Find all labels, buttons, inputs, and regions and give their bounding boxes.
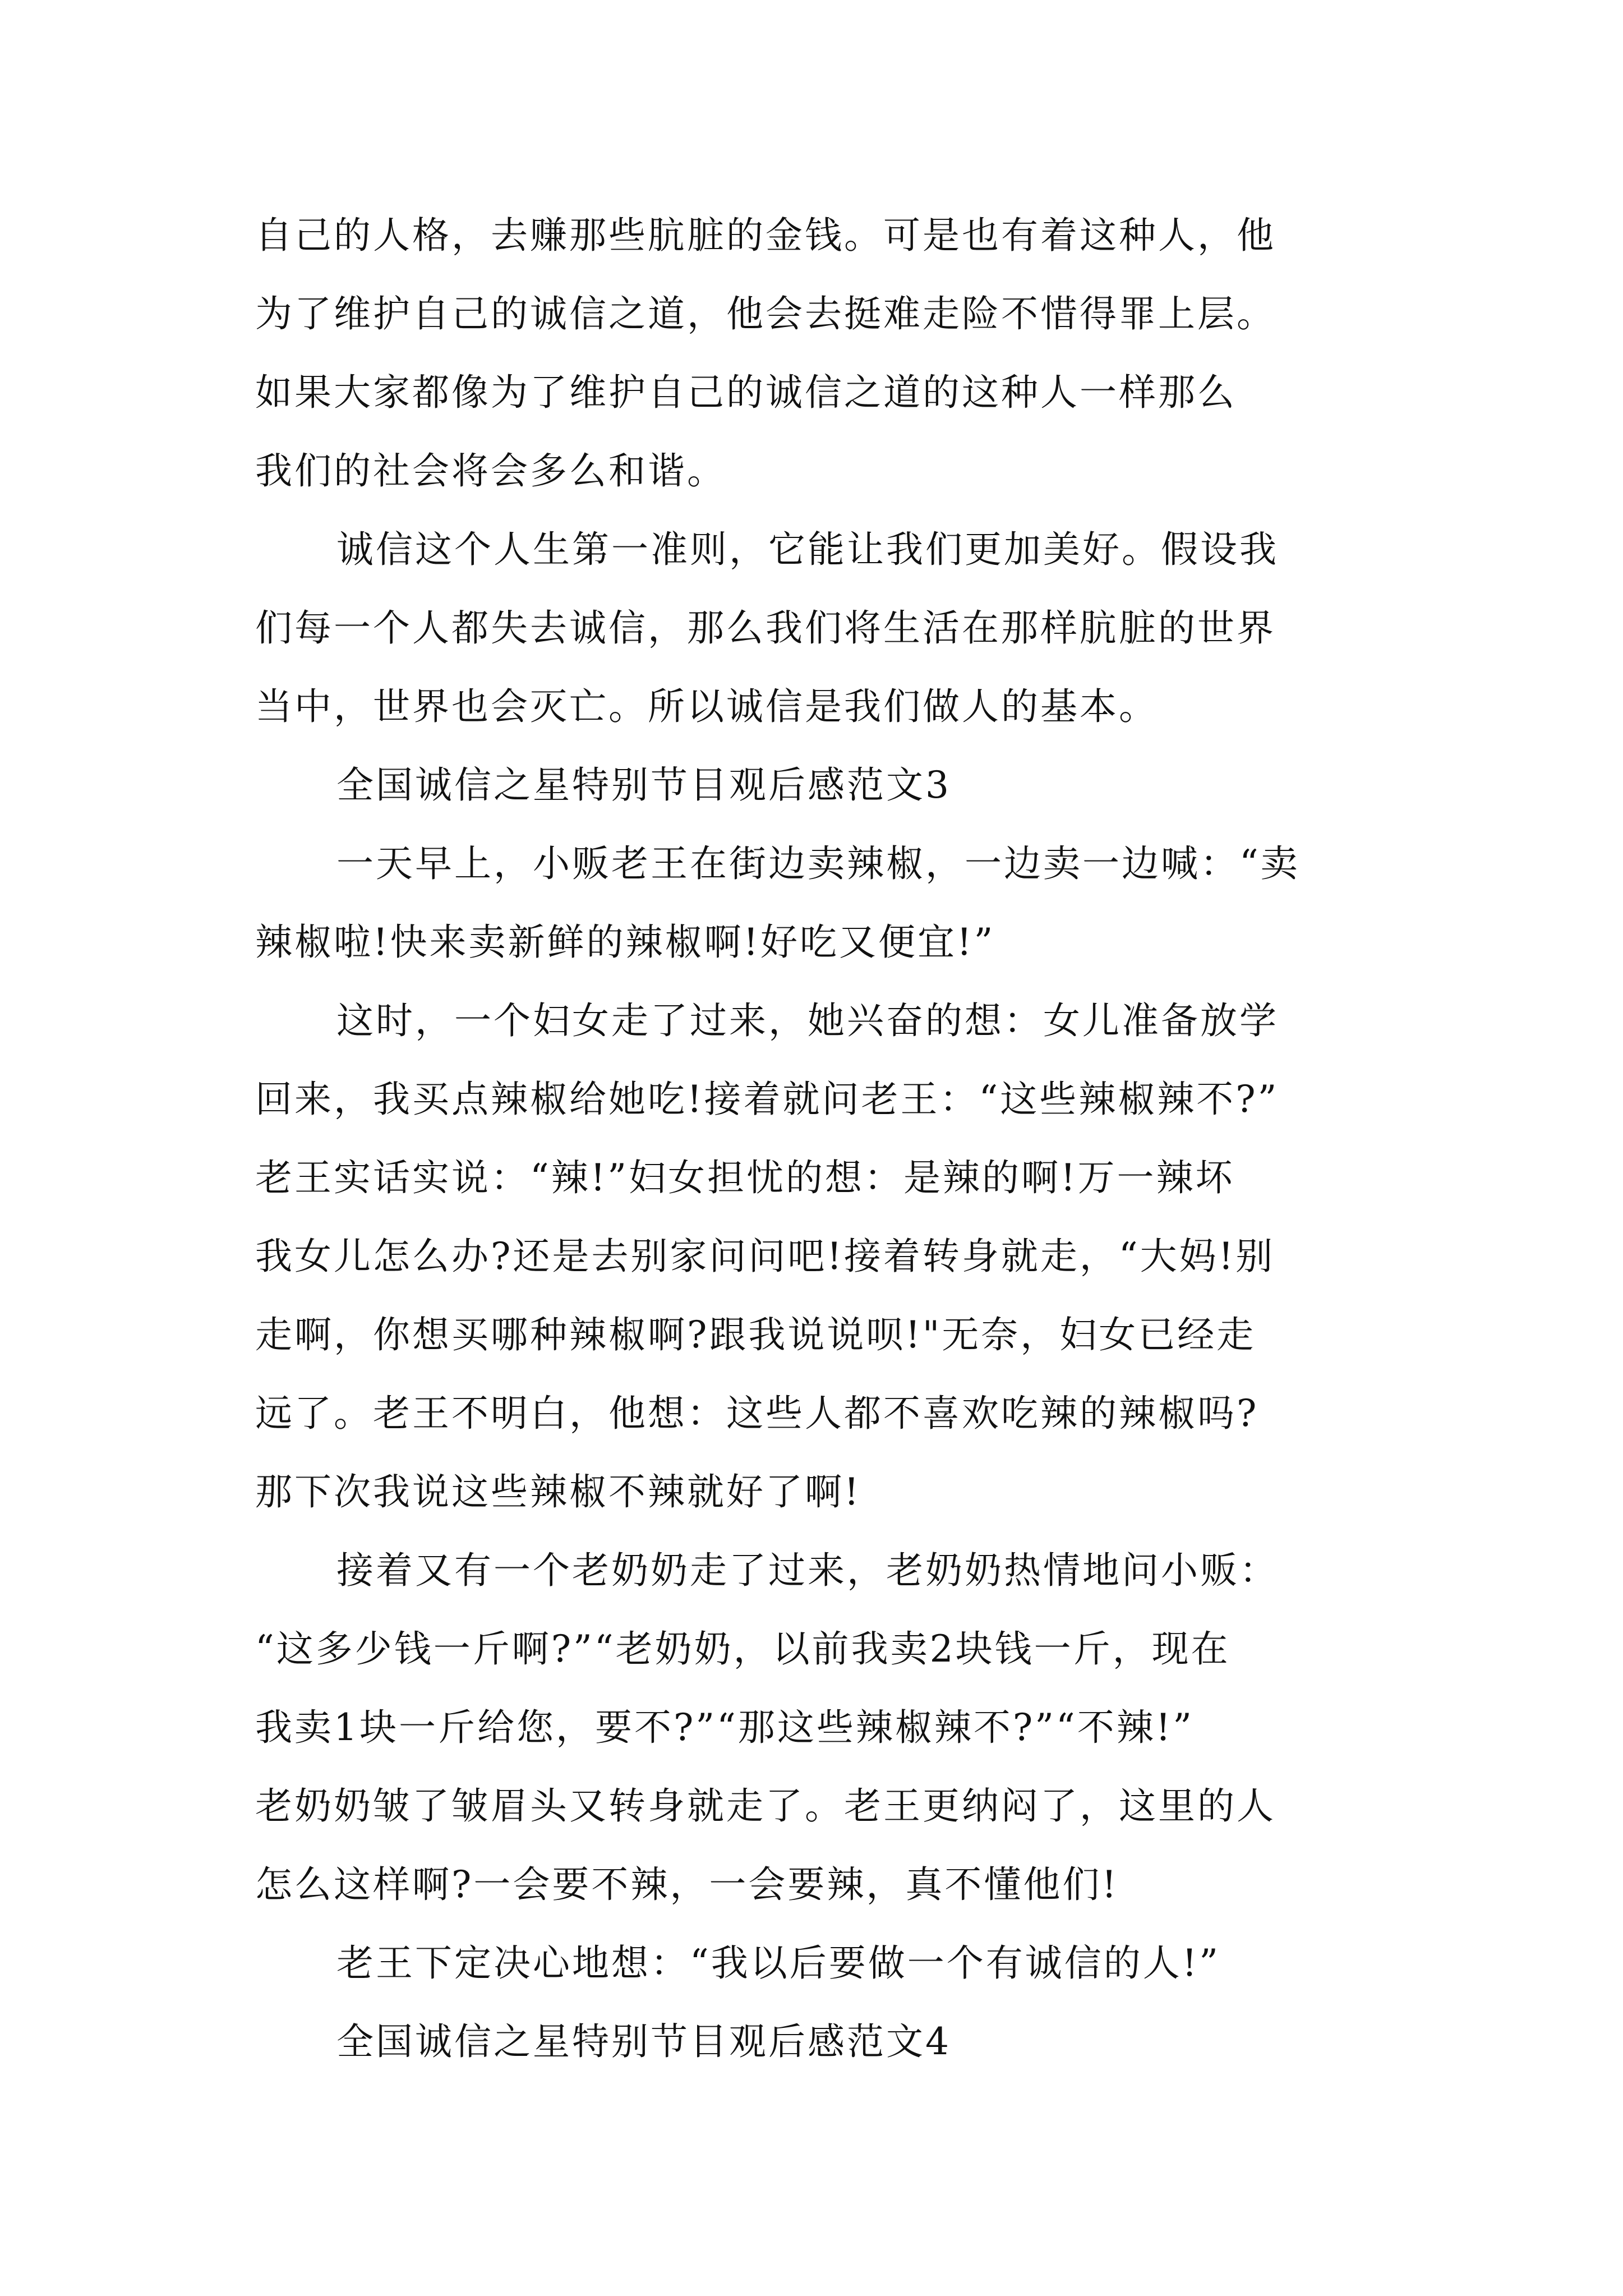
paragraph-first-line: 这时，一个妇女走了过来，她兴奋的想：女儿准备放学 <box>336 999 1279 1042</box>
paragraph-first-line: 一天早上，小贩老王在街边卖辣椒，一边卖一边喊：“卖 <box>336 842 1300 885</box>
text-line: 我女儿怎么办?还是去别家问问吧!接着转身就走，“大妈!别 <box>255 1235 1275 1278</box>
text-line: “这多少钱一斤啊?”“老奶奶，以前我卖2块钱一斤，现在 <box>255 1627 1230 1671</box>
paragraph-first-line: 诚信这个人生第一准则，它能让我们更加美好。假设我 <box>336 528 1279 571</box>
text-line: 怎么这样啊?一会要不辣，一会要辣，真不懂他们! <box>255 1863 1119 1906</box>
section-heading: 全国诚信之星特别节目观后感范文4 <box>336 2020 951 2063</box>
text-line: 我们的社会将会多么和谐。 <box>255 449 726 493</box>
text-line: 为了维护自己的诚信之道，他会去挺难走险不惜得罪上层。 <box>255 292 1276 335</box>
text-line: 远了。老王不明白，他想：这些人都不喜欢吃辣的辣椒吗? <box>255 1392 1259 1435</box>
text-line: 那下次我说这些辣椒不辣就好了啊! <box>255 1470 861 1513</box>
section-heading: 全国诚信之星特别节目观后感范文3 <box>336 763 951 807</box>
text-line: 自己的人格，去赚那些肮脏的金钱。可是也有着这种人，他 <box>255 214 1276 257</box>
text-line: 回来，我买点辣椒给她吃!接着就问老王：“这些辣椒辣不?” <box>255 1078 1279 1121</box>
text-line: 老王实话实说：“辣!”妇女担忧的想：是辣的啊!万一辣坏 <box>255 1156 1235 1199</box>
paragraph-first-line: 接着又有一个老奶奶走了过来，老奶奶热情地问小贩： <box>336 1549 1279 1592</box>
paragraph-first-line: 老王下定决心地想：“我以后要做一个有诚信的人!” <box>336 1941 1221 1985</box>
text-line: 当中，世界也会灭亡。所以诚信是我们做人的基本。 <box>255 685 1158 728</box>
text-line: 们每一个人都失去诚信，那么我们将生活在那样肮脏的世界 <box>255 606 1276 650</box>
text-line: 老奶奶皱了皱眉头又转身就走了。老王更纳闷了，这里的人 <box>255 1784 1276 1828</box>
text-line: 辣椒啦!快来卖新鲜的辣椒啊!好吃又便宜!” <box>255 921 995 964</box>
text-line: 走啊，你想买哪种辣椒啊?跟我说说呗!"无奈，妇女已经走 <box>255 1313 1256 1356</box>
text-line: 我卖1块一斤给您，要不?”“那这些辣椒辣不?”“不辣!” <box>255 1706 1194 1749</box>
text-line: 如果大家都像为了维护自己的诚信之道的这种人一样那么 <box>255 371 1237 414</box>
